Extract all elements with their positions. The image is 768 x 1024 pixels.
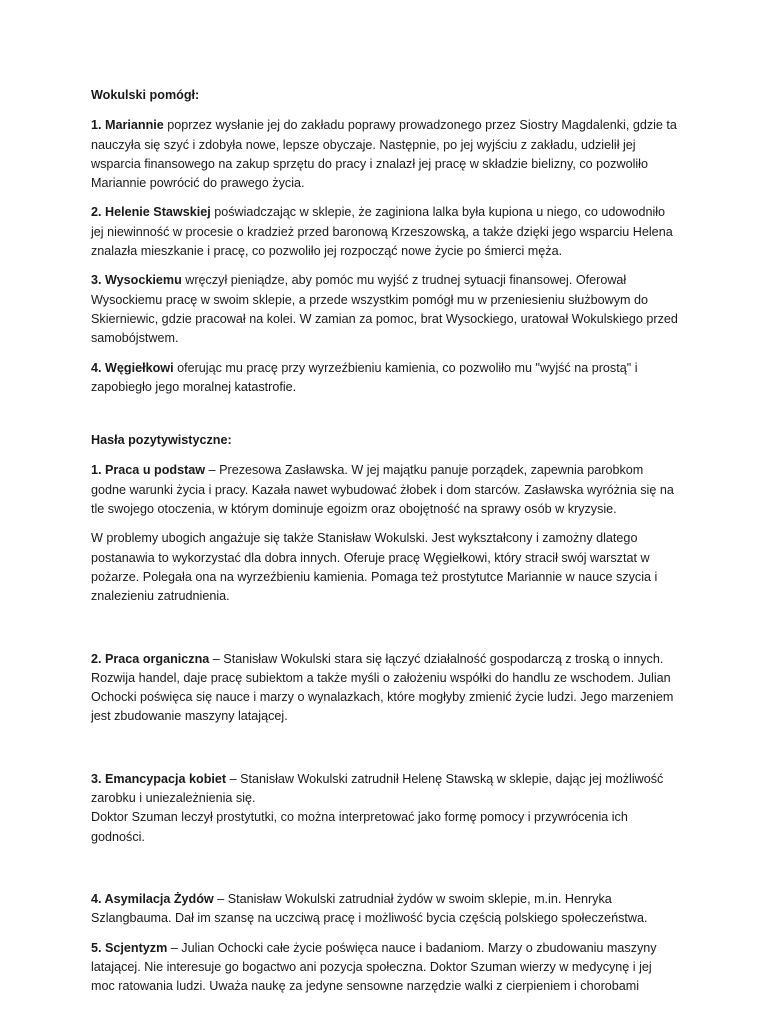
item-wegielek — [91, 359, 678, 398]
item-emancypacja-line2: Doktor Szuman leczył prostytutki, co można interpretować jako formę pomocy i przywrócenia ich godności. — [91, 810, 628, 844]
item-label: 4. Węgiełkowi — [91, 360, 174, 375]
item-wysocki — [91, 271, 678, 348]
item-label: 4. Asymilacja Żydów — [91, 891, 214, 906]
section-spacer — [91, 617, 678, 650]
item-asymilacja-zydow — [91, 890, 678, 929]
item-marianna — [91, 116, 678, 193]
item-label: 5. Scjentyzm — [91, 940, 168, 955]
heading-hasla-pozytywistyczne: Hasła pozytywistyczne: — [91, 433, 232, 448]
item-label: 2. Helenie Stawskiej — [91, 205, 211, 220]
heading-wokulski-pomogl: Wokulski pomógł: — [91, 88, 200, 102]
item-text: – Stanisław Wokulski zatrudnił Helenę Stawską w sklepie, dając jej możliwość zarobku i uniezależnienia się. — [91, 771, 664, 806]
section-spacer — [91, 737, 678, 770]
item-praca-organiczna — [91, 650, 678, 727]
item-text: – Stanisław Wokulski zatrudniał żydów w swoim sklepie, m.in. Henryka Szlangbauma. Dał im szansę na uczciwą pracę i możliwość bycia częścią polskiego społeczeństwa. — [91, 891, 648, 926]
item-text: poprzez wysłanie jej do zakładu poprawy prowadzonego przez Siostry Magdalenki, gdzie ta nauczyła się szyć i zdobyła nowe, lepsze obyczaje. Następnie, po jej wyjściu z zakładu, udzielił jej wsparcia finansowego na zakup sprzętu do pracy i znalazł jej pracę w składzie bielizny, co pozwoliło Mariannie powrócić do prawego życia. — [91, 118, 677, 191]
item-label: 3. Wysockiemu — [91, 273, 182, 288]
item-text: – Prezesowa Zasławska. W jej majątku panuje porządek, zapewnia parobkom godne warunki życia i pracy. Kazała nawet wybudować żłobek i dom starców. Zasławska wyróżnia się na tle swojego otoczenia, w którym dominuje egoizm oraz obojętność na sprawy osób w kryzysie. — [91, 463, 674, 517]
item-label: 1. Mariannie — [91, 118, 164, 133]
item-helena-stawska — [91, 203, 678, 261]
section-spacer — [91, 407, 678, 431]
item-label: 3. Emancypacja kobiet — [91, 771, 227, 786]
item-text: – Stanisław Wokulski stara się łączyć działalność gospodarczą z troską o innych. Rozwija handel, daje pracę subiektom a także myśli o założeniu współki do handlu ze wschodem. Julian Ochocki poświęca się nauce i marzy o wynalazkach, które mogłyby zmienić życie ludzi. Jego marzeniem jest zbudowanie maszyny latającej. — [91, 651, 674, 724]
item-praca-u-podstaw — [91, 461, 678, 519]
item-emancypacja-line1 — [91, 770, 678, 809]
item-scjentyzm — [91, 939, 678, 997]
item-emancypacja-kobiet — [91, 770, 678, 847]
section-spacer — [91, 857, 678, 890]
item-praca-u-podstaw-cont: W problemy ubogich angażuje się także Stanisław Wokulski. Jest wykształcony i zamożny dlatego postanawia to wykorzystać dla dobra innych. Oferuje pracę Węgiełkowi, który stracił swój warsztat w pożarze. Polegała ona na wyrzeźbieniu kamienia. Pomaga też prostytutce Mariannie w nauce szycia i znalezieniu zatrudnienia. — [91, 531, 658, 604]
item-text: oferując mu pracę przy wyrzeźbieniu kamienia, co pozwoliło mu "wyjść na prostą" i zapobiegło jego moralnej katastrofie. — [91, 360, 638, 394]
item-label: 2. Praca organiczna — [91, 651, 210, 666]
item-text: wręczył pieniądze, aby pomóc mu wyjść z trudnej sytuacji finansowej. Oferował Wysockiemu pracę w swoim sklepie, a przede wszystkim pomógł mu w przeniesieniu służbowym do Skierniewic, gdzie pracował na kolei. W zamian za pomoc, brat Wysockiego, uratował Wokulskiego przed samobójstwem. — [91, 273, 678, 346]
item-text: – Julian Ochocki całe życie poświęca nauce i badaniom. Marzy o zbudowaniu maszyny latającej. Nie interesuje go bogactwo ani pozycja społeczna. Doktor Szuman wierzy w medycynę i jej moc ratowania ludzi. Uważa naukę za jedyne sensowne narzędzie walki z cierpieniem i chorobami — [91, 940, 657, 994]
item-text: poświadczając w sklepie, że zaginiona lalka była kupiona u niego, co udowodniło jej niewinność w procesie o kradzież przed baronową Krzeszowską, a także dzięki jego wsparciu Helena znalazła mieszkanie i pracę, co pozwoliło jej rozpocząć nowe życie po śmierci męża. — [91, 205, 673, 259]
item-label: 1. Praca u podstaw — [91, 463, 206, 478]
